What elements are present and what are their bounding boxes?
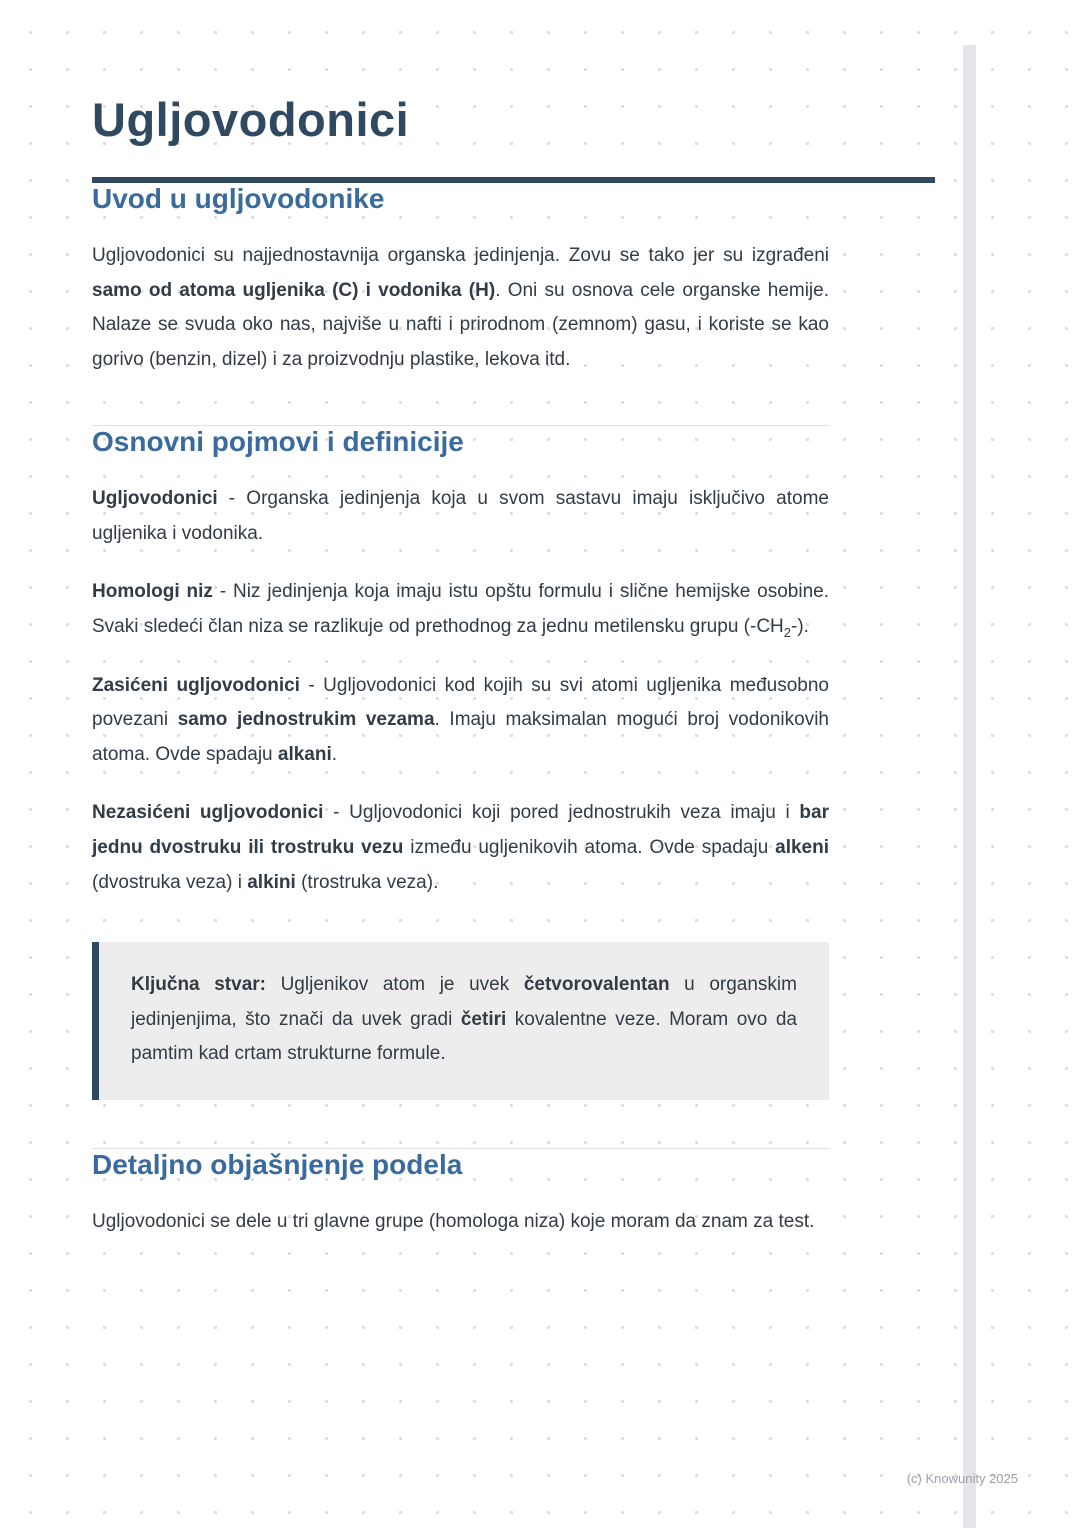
page-title: Ugljovodonici (92, 93, 410, 146)
section-detailed (92, 1149, 829, 1240)
definition-zasiceni: Zasićeni ugljovodonici - Ugljovodonici kod kojih su svi atomi ugljenika međusobno povezani samo jednostrukim vezama. Imaju maksimalan mogući broj vodonikovih atoma. Ovde spadaju alkani. (92, 674, 830, 765)
definition-nezasiceni: Nezasićeni ugljovodonici - Ugljovodonici koji pored jednostrukih veza imaju i bar jednu dvostruku ili trostruku vezu između ugljenikovih atoma. Ovde spadaju alkeni (dvostruka veza) i alkini (trostruka veza). (92, 802, 829, 893)
section-intro (92, 183, 829, 377)
section-heading-detailed: Detaljno objašnjenje podela (92, 1148, 463, 1180)
section-heading-intro: Uvod u ugljovodonike (92, 183, 385, 214)
section-heading-definitions: Osnovni pojmovi i definicije (92, 426, 464, 458)
key-note-text: Ključna stvar: Ugljenikov atom je uvek četvorovalentan u organskim jedinjenjima, što znači da uvek gradi četiri kovalentne veze. Moram ovo da pamtim kad crtam strukturne formule. (131, 974, 797, 1065)
scrollbar[interactable] (963, 45, 976, 1528)
section-definitions (92, 426, 829, 900)
definition-ugljovodonici: Ugljovodonici - Organska jedinjenja koja u svom sastavu imaju isključivo atome ugljenika i vodonika. (92, 488, 829, 544)
key-note-callout (92, 942, 829, 1100)
copyright-footer: (c) Knowunity 2025 (906, 1471, 1018, 1486)
definition-homologi-niz: Homologi niz - Niz jedinjenja koja imaju istu opštu formulu i slične hemijske osobine. Svaki sledeći član niza se razlikuje od prethodnog za jednu metilensku grupu $(-CH_2-)$. (92, 581, 829, 640)
detailed-paragraph: Ugljovodonici se dele u tri glavne grupe (homologa niza) koje moram da znam za test. (92, 1210, 815, 1232)
intro-paragraph: Ugljovodonici su najjednostavnija organska jedinjenja. Zovu se tako jer su izgrađeni samo od atoma ugljenika (C) i vodonika (H). Oni su osnova cele organske hemije. Nalaze se svuda oko nas, najviše u nafti i prirodnom (zemnom) gasu, i koriste se kao gorivo (benzin, dizel) i za proizvodnju plastike, lekova itd. (92, 245, 829, 370)
